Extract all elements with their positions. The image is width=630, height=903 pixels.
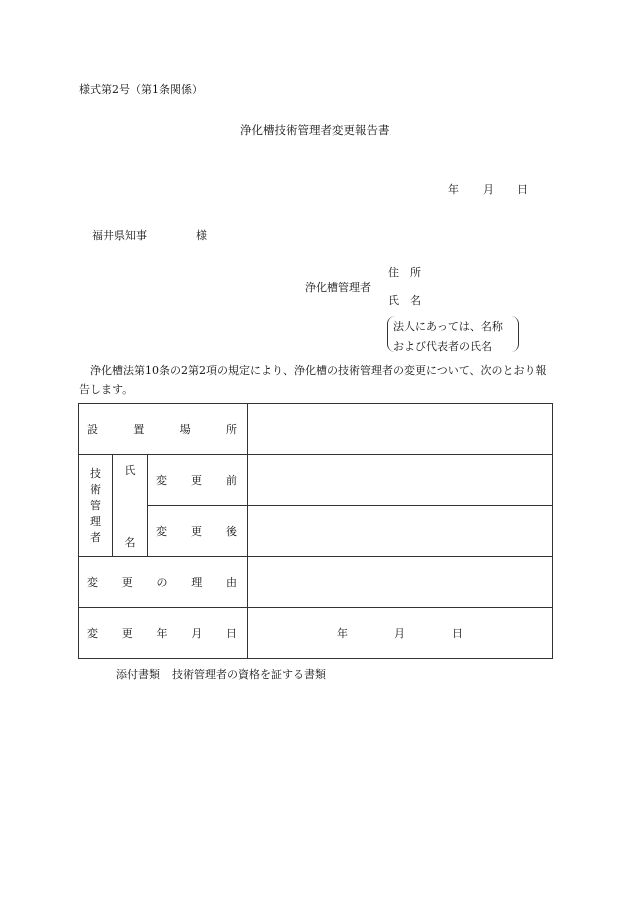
before-char-2: 更 [191, 474, 202, 487]
location-char-1: 設 [87, 423, 98, 436]
name-label-top: 氏 [124, 463, 136, 477]
tech-manager-char-1: 技 [90, 466, 101, 480]
before-label-cell [148, 455, 248, 506]
before-char-1: 変 [156, 474, 167, 487]
change-date-char-3: 年 [156, 627, 168, 640]
reason-label-cell [79, 557, 248, 608]
before-value-cell[interactable] [248, 455, 553, 506]
tech-manager-label-cell [79, 455, 113, 557]
body-text: 浄化槽法第10条の2第2項の規定により、浄化槽の技術管理者の変更について、次のとおり報告します。 [79, 364, 547, 396]
before-row [79, 455, 553, 506]
reason-char-1: 変 [87, 576, 98, 589]
tech-manager-char-4: 理 [90, 514, 101, 528]
name-label-2: 名 [410, 294, 421, 307]
attachment-text: 技術管理者の資格を証する書類 [172, 668, 326, 681]
attachment-label: 添付書類 [116, 668, 160, 681]
addressee-name: 福井県知事 [92, 229, 147, 242]
date-year-label: 年 [448, 183, 459, 196]
location-row [79, 404, 553, 455]
change-date-char-4: 月 [191, 627, 203, 640]
change-date-month: 月 [394, 627, 405, 640]
date-day-label: 日 [517, 183, 528, 196]
document-title: 浄化槽技術管理者変更報告書 [240, 123, 390, 137]
report-table [78, 403, 553, 659]
reporter-note-line-1: 法人にあっては、名称 [393, 320, 503, 333]
reason-row [79, 557, 553, 608]
change-date-day: 日 [452, 627, 463, 640]
name-label-1: 氏 [388, 294, 399, 307]
addressee-honorific: 様 [196, 229, 207, 242]
reason-char-5: 由 [226, 576, 237, 589]
location-label-cell [79, 404, 248, 455]
reason-char-4: 理 [191, 576, 203, 589]
reason-char-3: の [156, 576, 168, 589]
address-label-2: 所 [410, 266, 421, 279]
before-char-3: 前 [226, 474, 237, 487]
tech-manager-char-3: 管 [90, 498, 101, 512]
change-date-char-2: 更 [121, 627, 133, 640]
after-char-3: 後 [226, 525, 237, 538]
change-date-char-1: 変 [87, 627, 98, 640]
reason-value-cell[interactable] [248, 557, 553, 608]
name-label-bottom: 名 [124, 535, 136, 549]
reporter-note-line-2: および代表者の氏名 [393, 340, 492, 353]
change-date-year: 年 [337, 627, 348, 640]
change-date-value-cell[interactable] [248, 608, 553, 659]
after-value-cell[interactable] [248, 506, 553, 557]
change-date-row [79, 608, 553, 659]
address-label-1: 住 [388, 266, 399, 279]
change-date-label-cell [79, 608, 248, 659]
form-number: 様式第2号（第1条関係） [79, 83, 203, 96]
location-value-cell[interactable] [248, 404, 553, 455]
location-char-4: 所 [225, 423, 237, 436]
tech-manager-char-2: 術 [90, 482, 101, 496]
after-char-2: 更 [191, 525, 202, 538]
after-char-1: 変 [156, 525, 167, 538]
change-date-char-5: 日 [226, 627, 237, 640]
after-label-cell [148, 506, 248, 557]
after-row [79, 506, 553, 557]
location-char-2: 置 [133, 423, 145, 436]
reason-char-2: 更 [121, 576, 133, 589]
reporter-role: 浄化槽管理者 [305, 281, 371, 294]
date-month-label: 月 [483, 183, 494, 196]
tech-manager-char-5: 者 [90, 530, 101, 544]
location-char-3: 場 [179, 423, 191, 436]
name-label-cell [113, 455, 148, 557]
